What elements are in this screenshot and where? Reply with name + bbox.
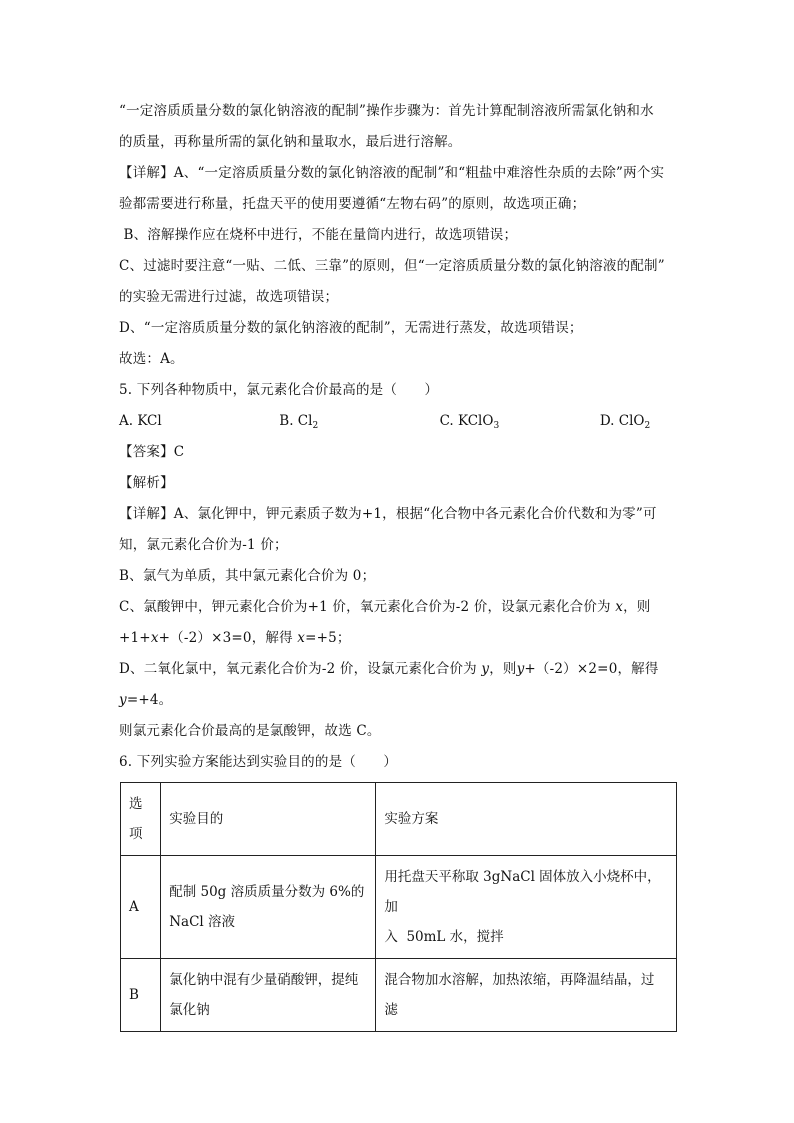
detail-line: C、氯酸钾中，钾元素化合价为+1 价，氧元素化合价为-2 价，设氯元素化合价为 x，则 [119,599,651,615]
option-b: B. $Cl_2$ [279,413,319,431]
paragraph-line: 【详解】A、“一定溶质质量分数的氯化钠溶液的配制”和“粗盐中难溶性杂质的去除”两个实 [119,165,665,181]
header-purpose: 实验目的 [161,783,376,856]
paragraph-line: B、溶解操作应在烧杯中进行，不能在量筒内进行，故选项错误； [119,227,518,243]
table-row [121,856,677,959]
paragraph-line: C、过滤时要注意“一贴、二低、三靠”的原则，但“一定溶质质量分数的氯化钠溶液的配制” [119,258,665,274]
option-a: A. KCl [119,413,162,429]
paragraph-line: 验都需要进行称量，托盘天平的使用要遵循“左物右码”的原则，故选项正确； [119,196,586,212]
detail-line: 则氯元素化合价最高的是氯酸钾，故选 C。 [119,723,381,739]
row-option: B [121,959,161,1032]
question-5-options [119,406,679,437]
option-c: C. KClO$_3$ [439,413,500,431]
detail-line: D、二氧化氯中，氧元素化合价为-2 价，设氯元素化合价为 y，则y+（-2）×2=0，解得 [119,661,659,677]
experiment-table [120,782,677,1032]
detail-line: B、氯气为单质，其中氯元素化合价为 0； [119,568,376,584]
header-option: 选 项 [121,783,161,856]
detail-line: 知，氯元素化合价为-1 价； [119,537,288,553]
row-plan: 用托盘天平称取 3gNaCl 固体放入小烧杯中，加 入 50mL 水，搅拌 [376,856,677,959]
row-plan: 混合物加水溶解，加热浓缩，再降温结晶，过 滤 [376,959,677,1032]
detail-line: y=+4。 [119,692,173,708]
answer-label: 【答案】C [119,444,185,460]
paragraph-line: D、“一定溶质质量分数的氯化钠溶液的配制”，无需进行蒸发，故选项错误； [119,320,583,336]
analysis-label: 【解析】 [119,475,174,491]
row-purpose: 配制 50g 溶质质量分数为 6%的 NaCl 溶液 [161,856,376,959]
row-option: A [121,856,161,959]
table-header-row [121,783,677,856]
header-plan: 实验方案 [376,783,677,856]
question-5-stem: 5. 下列各种物质中，氯元素化合价最高的是（ ） [119,382,439,398]
table-row [121,959,677,1032]
detail-line: +1+x+（-2）×3=0，解得 x=+5； [119,630,351,646]
question-6-stem: 6. 下列实验方案能达到实验目的的是（ ） [119,754,398,770]
document-body [119,96,679,778]
detail-line: 【详解】A、氯化钾中，钾元素质子数为+1，根据“化合物中各元素化合价代数和为零”可 [119,506,657,522]
row-purpose: 氯化钠中混有少量硝酸钾，提纯 氯化钠 [161,959,376,1032]
paragraph-line: 的质量，再称量所需的氯化钠和量取水，最后进行溶解。 [119,134,462,150]
option-d: D. ClO$_2$ [599,413,651,431]
paragraph-line: 故选：A。 [119,351,184,367]
paragraph-line: 的实验无需进行过滤，故选项错误； [119,289,339,305]
paragraph-line: “一定溶质质量分数的氯化钠溶液的配制”操作步骤为：首先计算配制溶液所需氯化钠和水 [119,103,654,119]
